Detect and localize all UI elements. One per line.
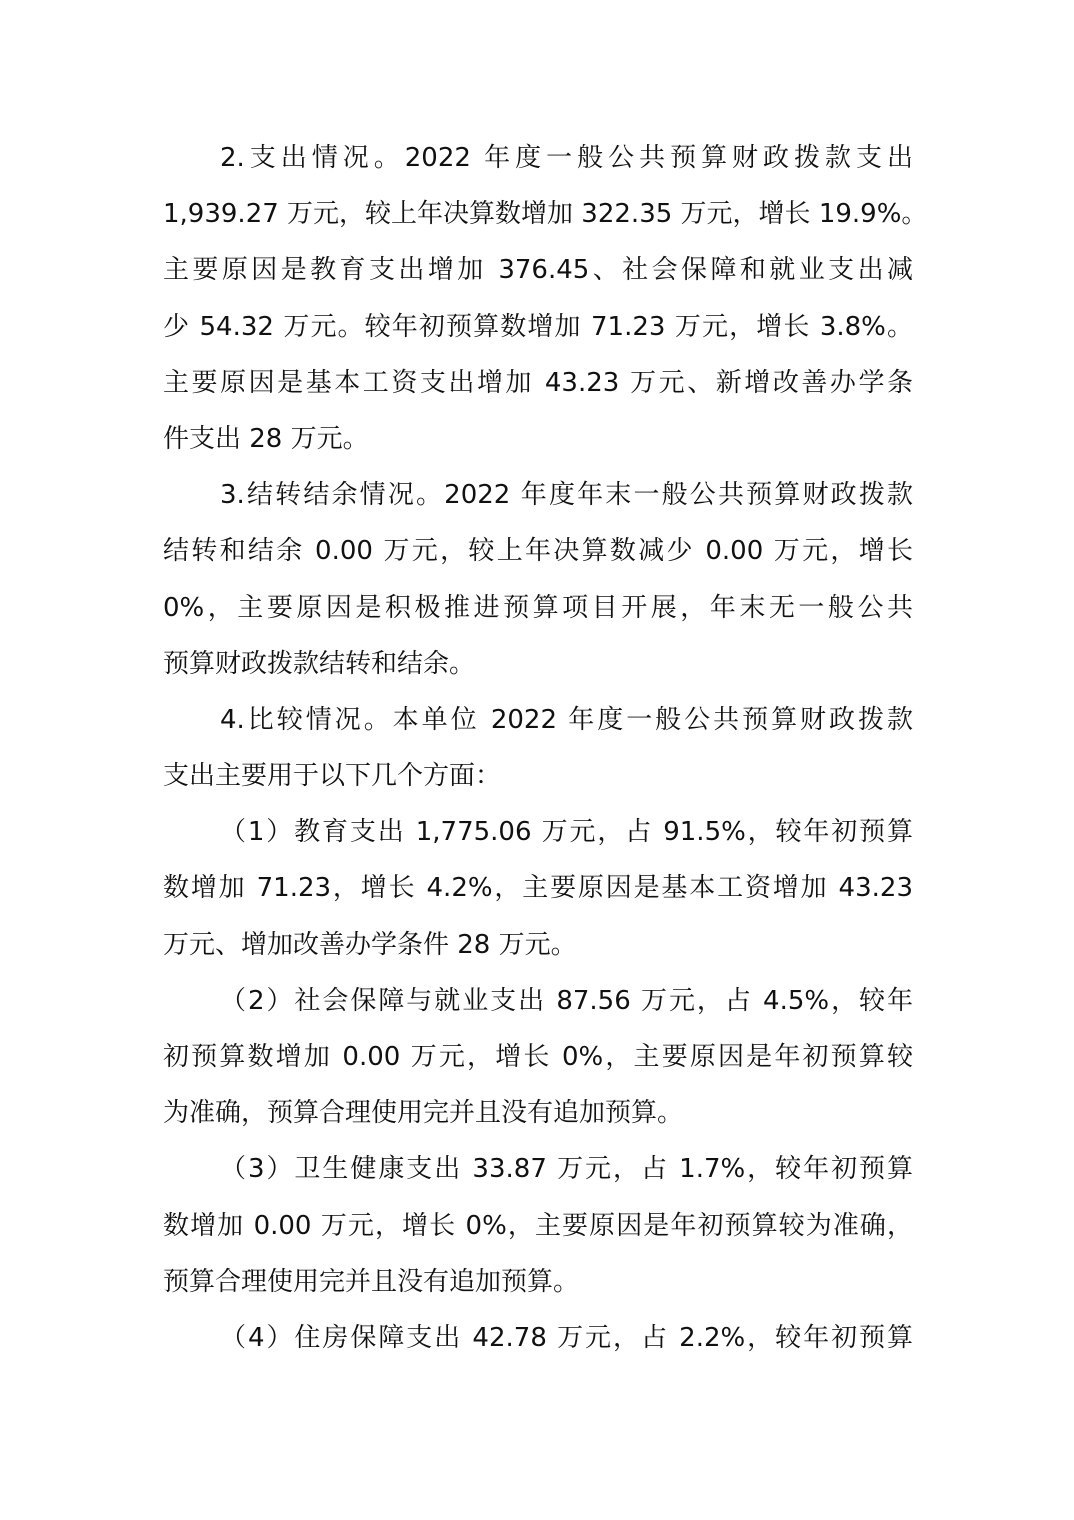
text-line: （4）住房保障支出 42.78 万元，占 2.2%，较年初预算 [220, 1322, 913, 1353]
text-line: （3）卫生健康支出 33.87 万元，占 1.7%，较年初预算 [220, 1154, 913, 1185]
text-line: 支出主要用于以下几个方面： [163, 761, 502, 792]
paragraph-item-social-security [163, 980, 913, 1149]
text-line: 初预算数增加 0.00 万元，增长 0%，主要原因是年初预算较 [163, 1042, 913, 1072]
text-line: 结转和结余 0.00 万元，较上年决算数减少 0.00 万元，增长 [163, 536, 913, 567]
paragraph-expenditure [163, 137, 928, 474]
text-line: 4.比较情况。本单位 2022 年度一般公共预算财政拨款 [220, 704, 913, 735]
paragraph-item-housing [163, 1317, 913, 1373]
text-line: 2.支出情况。2022 年度一般公共预算财政拨款支出 [220, 143, 913, 173]
text-line: 件支出 28 万元。 [163, 423, 369, 454]
text-line: 3.结转结余情况。2022 年度年末一般公共预算财政拨款 [220, 480, 913, 511]
text-line: 主要原因是基本工资支出增加 43.23 万元、新增改善办学条 [163, 367, 913, 398]
text-line: 1,939.27 万元，较上年决算数增加 322.35 万元，增长 19.9%。 [163, 199, 928, 230]
text-line: （2）社会保障与就业支出 87.56 万元，占 4.5%，较年 [220, 985, 913, 1016]
text-line: 少 54.32 万元。较年初预算数增加 71.23 万元，增长 3.8%。 [163, 311, 913, 342]
text-line: 为准确，预算合理使用完并且没有追加预算。 [163, 1098, 684, 1129]
paragraph-carryover [163, 474, 913, 699]
text-line: 预算财政拨款结转和结余。 [163, 648, 476, 679]
text-line: 主要原因是教育支出增加 376.45、社会保障和就业支出减 [163, 255, 913, 286]
paragraph-item-health [163, 1148, 913, 1317]
text-line: 预算合理使用完并且没有追加预算。 [163, 1266, 580, 1297]
document-body [163, 137, 928, 1373]
text-line: 数增加 71.23，增长 4.2%，主要原因是基本工资增加 43.23 [163, 873, 913, 904]
paragraph-comparison [163, 699, 913, 811]
text-line: 数增加 0.00 万元，增长 0%，主要原因是年初预算较为准确， [163, 1210, 913, 1241]
text-line: 0%，主要原因是积极推进预算项目开展，年末无一般公共 [163, 592, 913, 623]
text-line: 万元、增加改善办学条件 28 万元。 [163, 929, 577, 960]
text-line: （1）教育支出 1,775.06 万元，占 91.5%，较年初预算 [220, 817, 913, 848]
paragraph-item-education [163, 811, 913, 980]
